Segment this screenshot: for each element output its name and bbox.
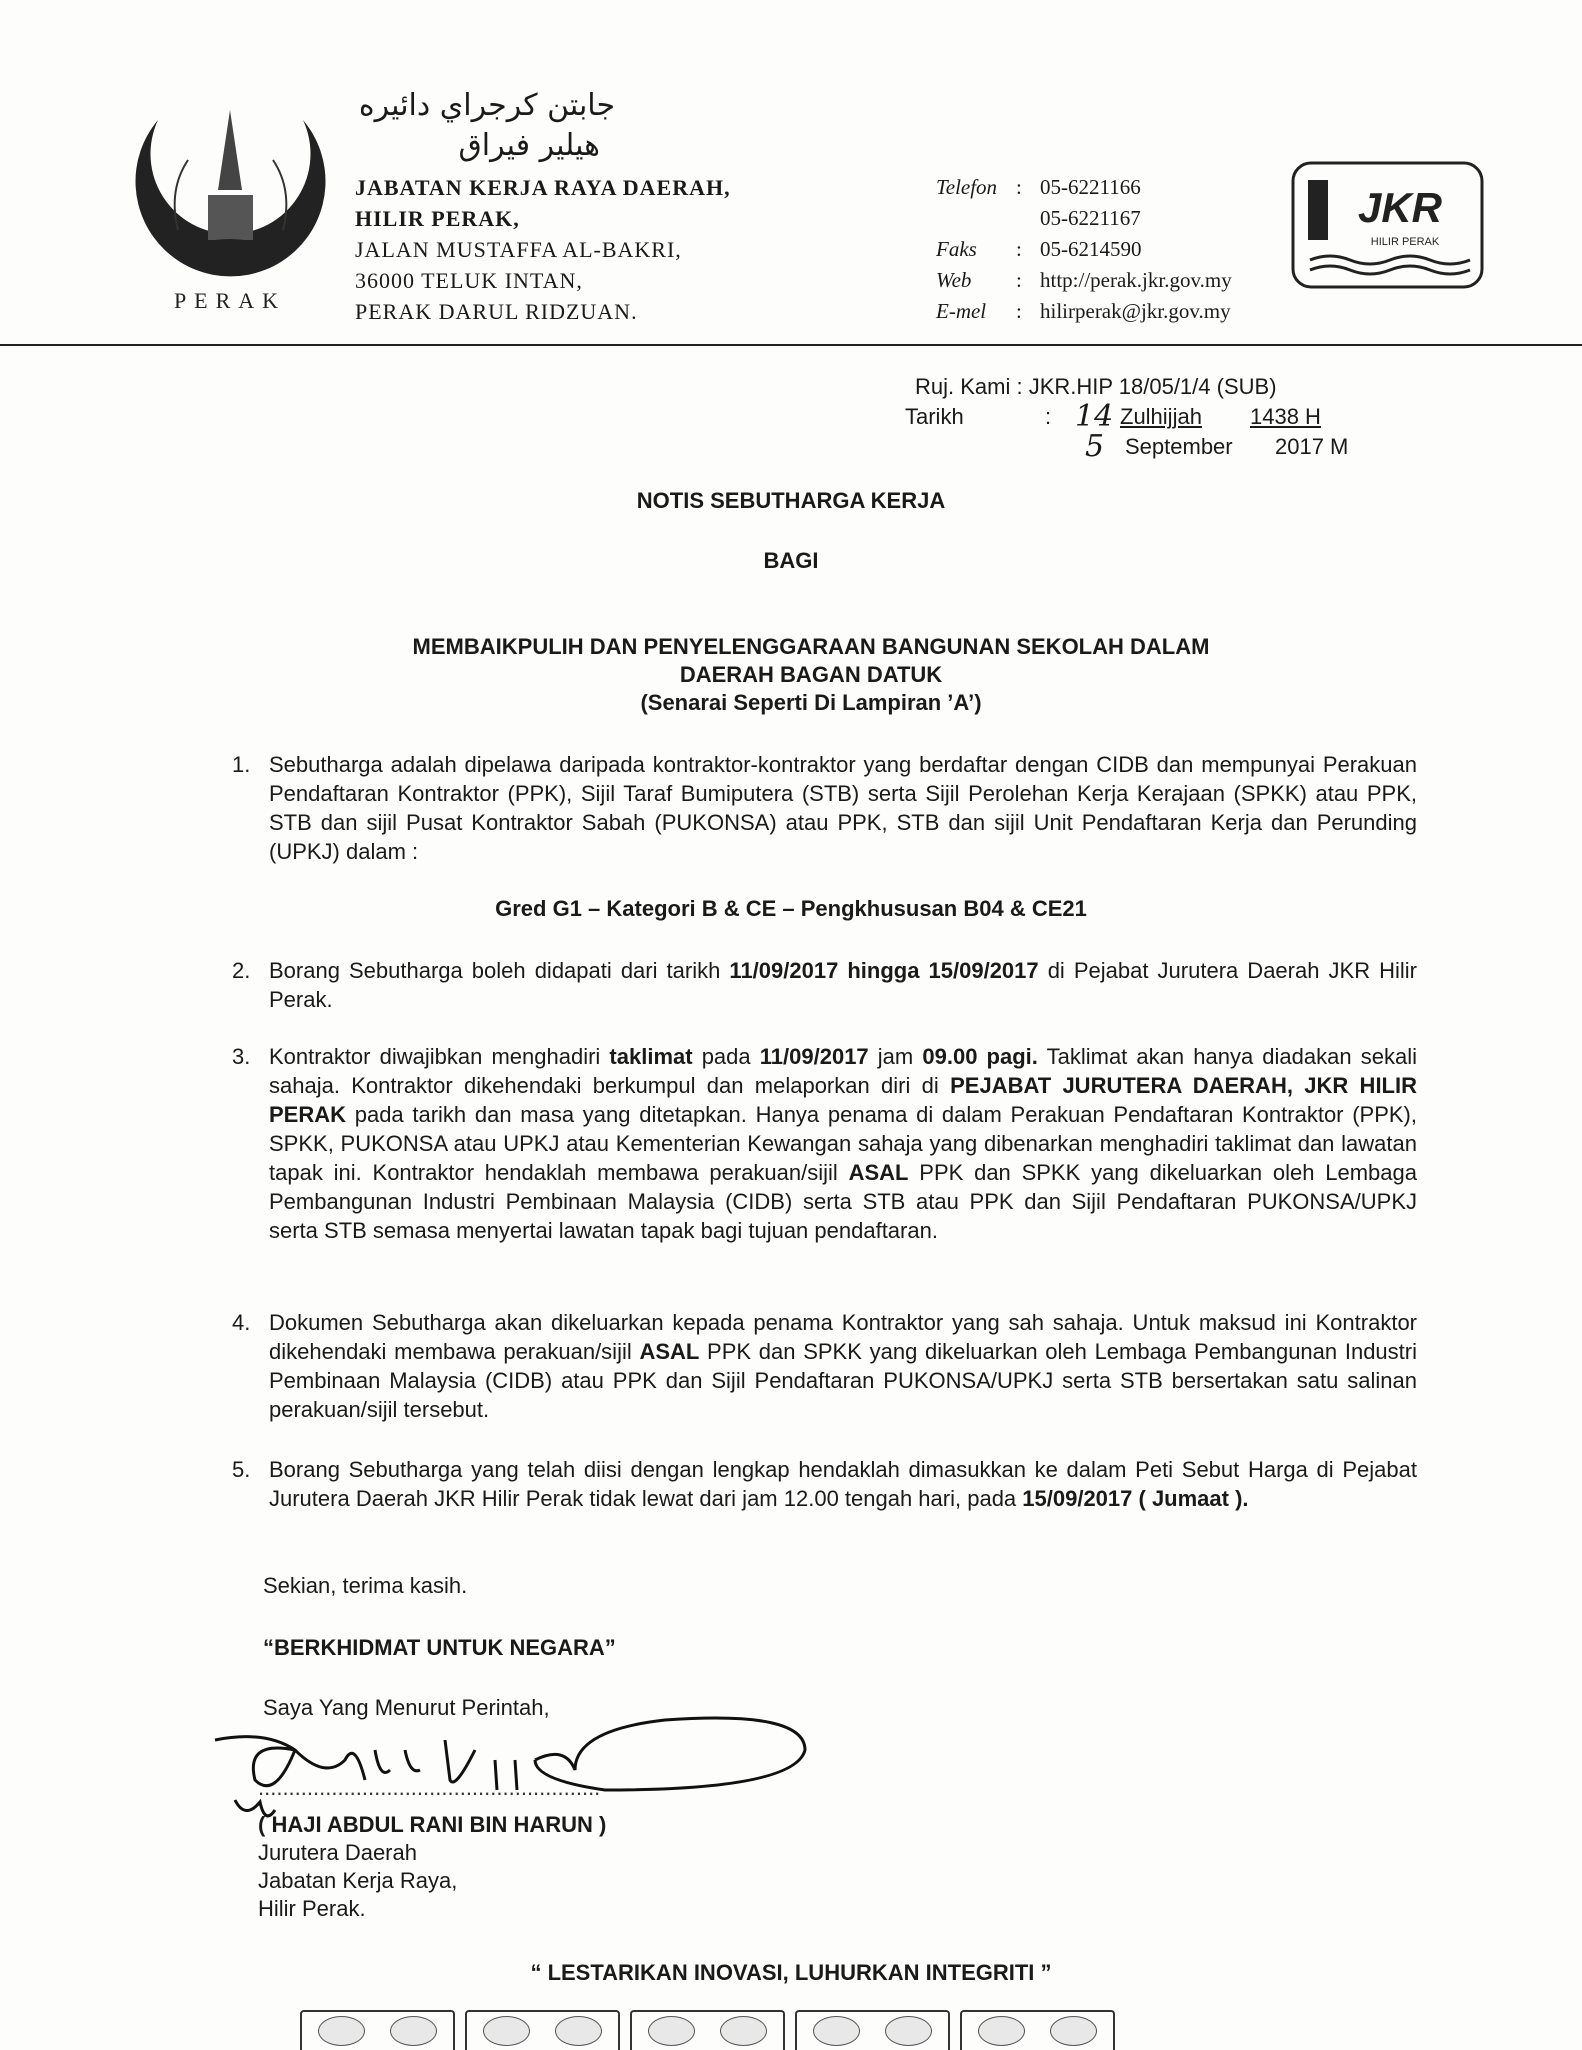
signatory-name: ( HAJI ABDUL RANI BIN HARUN ) <box>258 1812 607 1837</box>
paragraph-text: Kontraktor diwajibkan menghadiri taklimat pada 11/09/2017 jam 09.00 pagi. Taklimat akan hanya diadakan sekali sahaja. Kontraktor dikehendaki berkumpul dan melaporkan diri di PEJABAT JURUTERA DAERAH, JKR HILIR PERAK pada tarikh dan masa yang ditetapkan. Hanya penama di dalam Perakuan Pendaftaran Kontraktor (PPK), SPKK, PUKONSA atau UPKJ atau Kementerian Kewangan sahaja yang dibenarkan menghadiri taklimat dan lawatan tapak ini. Kontraktor hendaklah membawa perakuan/sijil ASAL PPK dan SPKK yang dikeluarkan oleh Lembaga Pembangunan Industri Pembinaan Malaysia (CIDB) serta STB atau PPK dan Sijil Pendaftaran PUKONSA/UPKJ serta STB semasa menyertai lawatan tapak bagi tujuan pendaftaran. <box>269 1044 1417 1243</box>
footer-slogan: “ LESTARIKAN INOVASI, LUHURKAN INTEGRITI ” <box>530 1960 1052 1985</box>
paragraph-number: 1. <box>232 752 251 777</box>
ruj-label: Ruj. Kami <box>915 374 1011 399</box>
contact-label <box>936 203 1016 234</box>
hijri-month: Zulhijjah <box>1120 404 1202 429</box>
perak-crest-logo <box>118 80 343 320</box>
closing-motto: “BERKHIDMAT UNTUK NEGARA” <box>263 1635 616 1660</box>
grade-line: Gred G1 – Kategori B & CE – Pengkhususan B04 & CE21 <box>495 896 1087 921</box>
svg-text:HILIR PERAK: HILIR PERAK <box>1370 236 1440 248</box>
paragraph-5 <box>232 1455 1417 1545</box>
paragraph-text: Borang Sebutharga yang telah diisi dengan lengkap hendaklah dimasukkan ke dalam Peti Sebut Harga di Pejabat Jurutera Daerah JKR Hilir Perak tidak lewat dari jam 12.00 tengah hari, pada 15/09/2017 ( Jumaat ). <box>269 1457 1417 1511</box>
tarikh-label: Tarikh <box>905 404 964 429</box>
greg-month: September <box>1125 434 1233 459</box>
jawi-header-line2: هيلير فيراق <box>458 128 600 163</box>
certification-logo <box>630 2010 785 2050</box>
contact-value: 05-6214590 <box>1040 237 1142 261</box>
certification-logo <box>795 2010 950 2050</box>
paragraph-number: 5. <box>232 1457 251 1482</box>
notice-bagi: BAGI <box>763 548 819 573</box>
contact-label: Telefon <box>936 175 998 199</box>
signature-dots: ........................................................ <box>258 1775 601 1800</box>
notice-subject-line1: MEMBAIKPULIH DAN PENYELENGGARAAN BANGUNAN SEKOLAH DALAM <box>412 634 1210 659</box>
paragraph-number: 3. <box>232 1044 251 1069</box>
ruj-value: JKR.HIP 18/05/1/4 (SUB) <box>1028 374 1277 399</box>
certification-logo <box>465 2010 620 2050</box>
contact-label: Faks <box>936 237 977 261</box>
org-address <box>355 172 731 327</box>
closing-order: Saya Yang Menurut Perintah, <box>263 1695 550 1720</box>
paragraph-2 <box>232 956 1417 1016</box>
hijri-day: 14 <box>1075 399 1114 434</box>
notice-subject-line3: (Senarai Seperti Di Lampiran ’A’) <box>640 690 982 715</box>
certification-logo <box>960 2010 1115 2050</box>
paragraph-text: Dokumen Sebutharga akan dikeluarkan kepada penama Kontraktor yang sah sahaja. Untuk maksud ini Kontraktor dikehendaki membawa perakuan/sijil ASAL PPK dan SPKK yang dikeluarkan oleh Lembaga Pembangunan Industri Pembinaan Malaysia (CIDB) atau PPK dan Sijil Pendaftaran PUKONSA/UPKJ serta STB bersertakan satu salinan perakuan/sijil tersebut. <box>269 1310 1417 1422</box>
reference-block: Ruj. Kami : JKR.HIP 18/05/1/4 (SUB) Tarikh : 14 Zulhijjah 1438 H 5 September 2017 M <box>905 374 1349 464</box>
paragraph-number: 2. <box>232 958 251 983</box>
org-line: PERAK DARUL RIDZUAN. <box>355 299 638 324</box>
signatory-department: Jabatan Kerja Raya, <box>258 1868 458 1893</box>
org-line: JABATAN KERJA RAYA DAERAH, <box>355 175 731 200</box>
paragraph-text: Borang Sebutharga boleh didapati dari tarikh 11/09/2017 hingga 15/09/2017 di Pejabat Jurutera Daerah JKR Hilir Perak. <box>269 958 1418 1012</box>
jawi-header-line1: جابتن كرجراي دائيره <box>358 88 615 123</box>
contact-value: hilirperak@jkr.gov.my <box>1040 299 1231 323</box>
certification-logos <box>300 2010 1115 2050</box>
org-line: JALAN MUSTAFFA AL-BAKRI, <box>355 237 682 262</box>
paragraph-4 <box>232 1308 1417 1428</box>
certification-logo <box>300 2010 455 2050</box>
paragraph-text: Sebutharga adalah dipelawa daripada kontraktor-kontraktor yang berdaftar dengan CIDB dan mempunyai Perakuan Pendaftaran Kontraktor (PPK), Sijil Taraf Bumiputera (STB) serta Sijil Perolehan Kerja Kerajaan (SPKK) atau PPK, STB dan sijil Pusat Kontraktor Sabah (PUKONSA) atau PPK, STB dan sijil Unit Pendaftaran Kerja dan Perunding (UPKJ) dalam : <box>269 752 1417 864</box>
paragraph-3 <box>232 1042 1417 1282</box>
contact-label: E-mel <box>936 299 987 323</box>
contact-block: Telefon : 05-6221166 05-6221167 Faks : 05-6214590 Web : http://perak.jkr.gov.my E-mel : hilirperak@jkr.gov.my <box>936 172 1232 327</box>
paragraph-number: 4. <box>232 1310 251 1335</box>
notice-subject-line2: DAERAH BAGAN DATUK <box>679 662 943 687</box>
paragraph-1 <box>232 750 1417 870</box>
signatory-location: Hilir Perak. <box>258 1896 366 1921</box>
svg-text:JKR: JKR <box>1357 184 1443 231</box>
signatory-title: Jurutera Daerah <box>258 1840 417 1865</box>
jkr-logo <box>1290 160 1485 290</box>
org-line: HILIR PERAK, <box>355 206 520 231</box>
greg-year: 2017 M <box>1275 434 1349 459</box>
contact-value: 05-6221167 <box>1040 206 1141 230</box>
greg-day: 5 <box>1085 429 1105 464</box>
contact-value: 05-6221166 <box>1040 175 1141 199</box>
closing-thanks: Sekian, terima kasih. <box>263 1573 468 1598</box>
svg-text:PERAK: PERAK <box>173 288 287 313</box>
notice-title: NOTIS SEBUTHARGA KERJA <box>636 488 946 513</box>
signature <box>205 1690 825 1830</box>
hijri-year: 1438 H <box>1250 404 1321 429</box>
contact-value: http://perak.jkr.gov.my <box>1040 268 1232 292</box>
org-line: 36000 TELUK INTAN, <box>355 268 583 293</box>
header-divider <box>0 344 1582 346</box>
contact-label: Web <box>936 268 972 292</box>
